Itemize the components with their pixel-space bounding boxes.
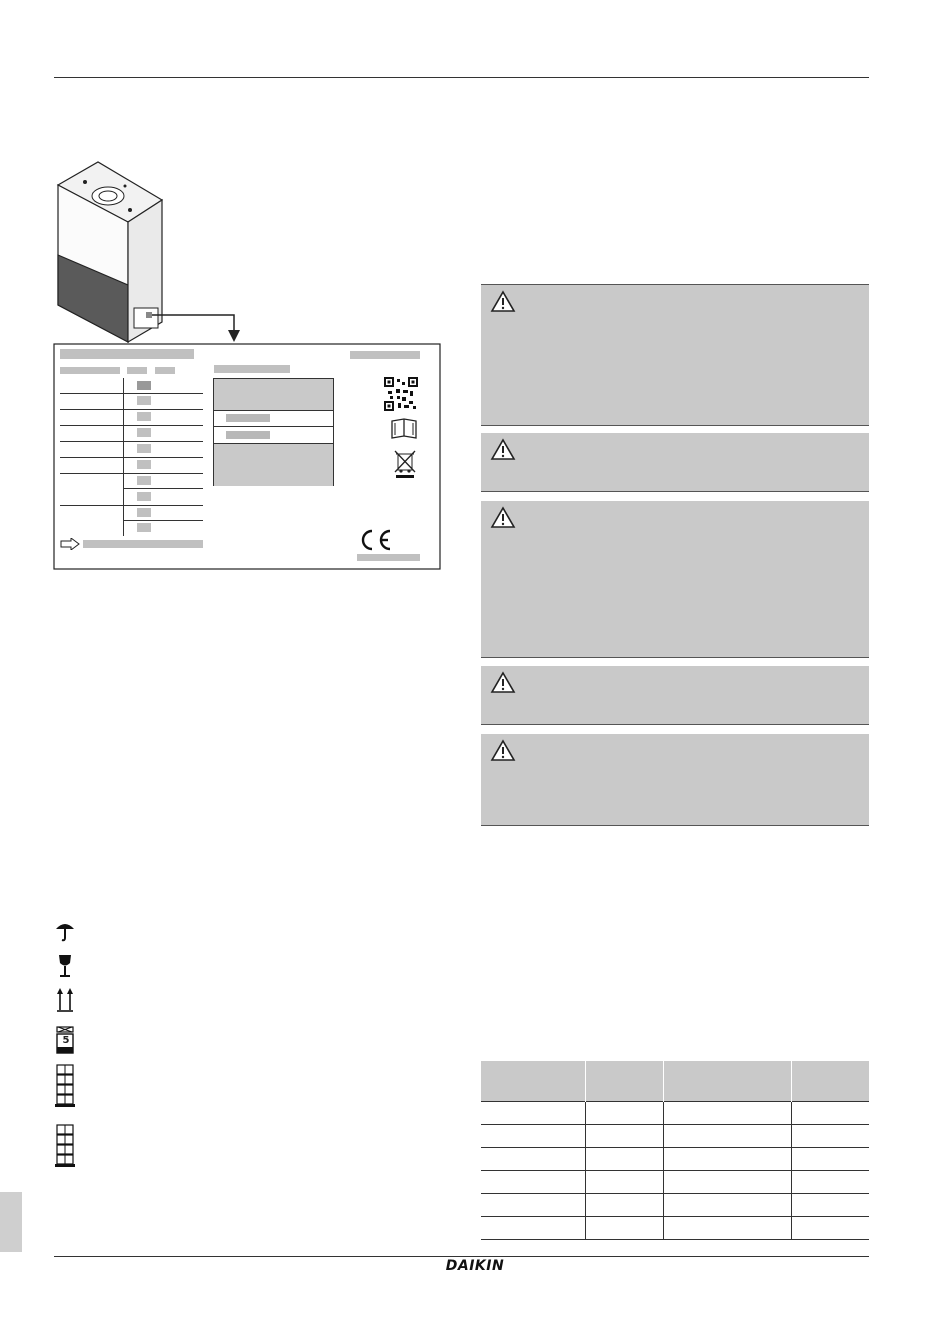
plate-row-line <box>60 473 203 474</box>
plate-value-cell <box>137 444 151 453</box>
plate-serial-field <box>350 351 420 359</box>
plate-value-cell <box>137 396 151 405</box>
table-row <box>481 1217 869 1240</box>
table-row <box>481 1171 869 1194</box>
plate-value-cell <box>137 460 151 469</box>
warning-icon <box>490 739 516 762</box>
chapter-side-tab <box>0 1192 22 1252</box>
plate-row-line <box>60 441 203 442</box>
warning-box-1 <box>481 284 869 426</box>
plate-spec-block <box>213 378 334 486</box>
this-way-up-icon <box>54 988 76 1014</box>
plate-value-cell <box>137 492 151 501</box>
plate-row-line <box>60 457 203 458</box>
plate-col-header <box>155 367 175 374</box>
plate-row-line <box>60 409 203 410</box>
arrow-right-icon <box>60 538 80 550</box>
warning-box-5 <box>481 734 869 826</box>
stack-limit-number: 5 <box>62 1035 70 1046</box>
plate-arrow-field <box>83 540 203 548</box>
header-rule <box>54 77 869 78</box>
plate-row-line <box>123 520 203 521</box>
plate-row-line <box>60 393 203 394</box>
warning-box-4 <box>481 666 869 725</box>
plate-col-header <box>127 367 147 374</box>
table-row <box>481 1125 869 1148</box>
table-row <box>481 1148 869 1171</box>
plate-col-divider <box>123 378 124 536</box>
plate-title-field <box>60 349 194 359</box>
stacking-icon <box>54 1124 76 1168</box>
weee-bin-icon <box>393 449 417 479</box>
plate-value-cell <box>137 428 151 437</box>
qr-code-icon <box>384 377 418 411</box>
warning-box-3 <box>481 501 869 658</box>
warning-icon <box>490 506 516 529</box>
spec-table <box>481 1061 869 1240</box>
plate-row-line <box>60 505 203 506</box>
warning-icon <box>490 438 516 461</box>
plate-ce-field <box>357 554 420 561</box>
stacking-icon <box>54 1064 76 1108</box>
table-header-row <box>481 1061 869 1102</box>
manual-book-icon <box>390 418 418 440</box>
plate-col-header <box>60 367 120 374</box>
warning-icon <box>490 671 516 694</box>
plate-value-cell <box>137 476 151 485</box>
table-row <box>481 1194 869 1217</box>
warning-icon <box>490 290 516 313</box>
warning-box-2 <box>481 433 869 492</box>
plate-row-line <box>123 488 203 489</box>
table-row <box>481 1102 869 1125</box>
daikin-logo: DAIKIN <box>445 1258 505 1274</box>
plate-row-line <box>60 425 203 426</box>
plate-value-cell <box>137 381 151 390</box>
umbrella-icon <box>54 920 76 942</box>
ce-mark-icon <box>357 528 393 552</box>
plate-value-cell <box>137 508 151 517</box>
plate-value-cell <box>137 412 151 421</box>
footer-rule <box>54 1256 869 1257</box>
fragile-glass-icon <box>54 954 76 978</box>
plate-model-field <box>214 365 290 373</box>
plate-value-cell <box>137 523 151 532</box>
